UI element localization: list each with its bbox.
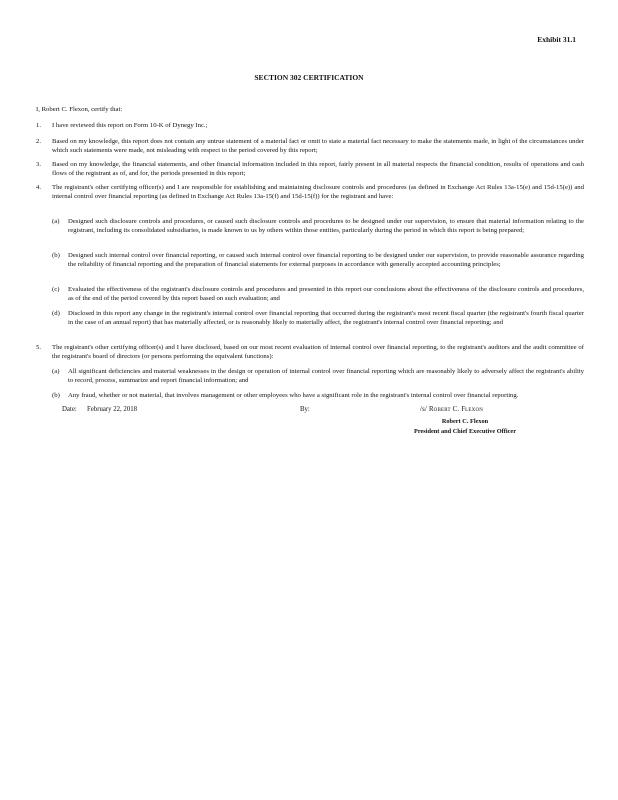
item-text: Based on my knowledge, this report does not contain any untrue statement of a material fact or omit to state a material fact necessary to make the statements made, in light of the circumstances under which such statements were made, not misleading with respect to the period covered by this report; bbox=[52, 138, 584, 154]
sub-item-label: (a) bbox=[52, 218, 60, 225]
sub-item-text: Designed such internal control over financial reporting, or caused such internal control over financial reporting to be designed under our supervision, to provide reasonable assurance regarding the reliability of financial reporting and the preparation of financial statements for external purposes in accordance with generally accepted accounting principles; bbox=[68, 252, 584, 268]
date-value: February 22, 2018 bbox=[87, 406, 138, 413]
sub-item-label: (d) bbox=[52, 310, 60, 317]
date-label: Date: bbox=[62, 406, 77, 413]
sub-item-text: Designed such disclosure controls and procedures, or caused such disclosure controls and procedures to be designed under our supervision, to ensure that material information relating to the registrant, including its consolidated subsidiaries, is made known to us by others within those entities, particularly during the period in which this report is being prepared; bbox=[68, 218, 584, 234]
item-4-sub-c bbox=[52, 286, 584, 303]
sub-item-label: (b) bbox=[52, 252, 60, 259]
by-label: By: bbox=[300, 406, 310, 413]
signature-prefix: /s/ bbox=[420, 406, 428, 413]
item-number: 4. bbox=[36, 184, 42, 191]
sub-item-label: (c) bbox=[52, 286, 60, 293]
item-text: The registrant's other certifying officer(s) and I have disclosed, based on our most recent evaluation of internal control over financial reporting, to the registrant's auditors and the audit committee of the registrant's board of directors (or persons performing the equivalent functions): bbox=[52, 344, 584, 360]
item-number: 3. bbox=[36, 161, 42, 168]
sub-item-text: Any fraud, whether or not material, that involves management or other employees who have a significant role in the registrant's internal control over financial reporting. bbox=[68, 392, 519, 399]
intro-paragraph: I, Robert C. Flexon, certify that: bbox=[36, 106, 123, 113]
item-5-sub-b bbox=[52, 392, 584, 401]
exhibit-label: Exhibit 31.1 bbox=[537, 35, 576, 44]
signer-printed-name: Robert C. Flexon bbox=[441, 418, 489, 425]
item-number: 1. bbox=[36, 122, 42, 129]
numbered-item-2 bbox=[36, 138, 584, 155]
sub-item-text: Disclosed in this report any change in the registrant's internal control over financial reporting that occurred during the registrant's most recent fiscal quarter (the registrant's fourth fiscal quarter in the case of an annual report) that has materially affected, or is reasonably likely to materially affect, the registrant's internal control over financial reporting; and bbox=[68, 310, 584, 326]
item-text: Based on my knowledge, the financial statements, and other financial information included in this report, fairly present in all material respects the financial condition, results of operations and cash flows of the registrant as of, and for, the periods presented in this report; bbox=[52, 161, 584, 177]
electronic-signature bbox=[420, 406, 483, 413]
item-number: 2. bbox=[36, 138, 42, 145]
signature-name: Robert C. Flexon bbox=[428, 406, 484, 413]
signer-title: President and Chief Executive Officer bbox=[413, 428, 516, 435]
numbered-item-5 bbox=[36, 344, 584, 361]
item-text: The registrant's other certifying officer(s) and I are responsible for establishing and maintaining disclosure controls and procedures (as defined in Exchange Act Rules 13a-15(e) and 15d-15(e)) and internal control over financial reporting (as defined in Exchange Act Rules 13a-15(f) and 15d-15(f)) for the registrant and have: bbox=[52, 184, 584, 200]
sub-item-text: All significant deficiencies and material weaknesses in the design or operation of internal control over financial reporting which are reasonably likely to adversely affect the registrant's ability to record, process, summarize and report financial information; and bbox=[68, 368, 584, 384]
item-number: 5. bbox=[36, 344, 42, 351]
page-title: SECTION 302 CERTIFICATION bbox=[254, 73, 364, 82]
item-5-sub-a bbox=[52, 368, 584, 385]
item-text: I have reviewed this report on Form 10-K of Dynegy Inc.; bbox=[52, 122, 208, 129]
numbered-item-3 bbox=[36, 161, 584, 178]
sub-item-text: Evaluated the effectiveness of the registrant's disclosure controls and procedures and presented in this report our conclusions about the effectiveness of the disclosure controls and procedures, as of the end of the period covered by this report based on such evaluation; and bbox=[68, 286, 584, 302]
sub-item-label: (b) bbox=[52, 392, 60, 399]
numbered-item-4 bbox=[36, 184, 584, 201]
item-4-sub-d bbox=[52, 310, 584, 327]
item-4-sub-a bbox=[52, 218, 584, 235]
item-4-sub-b bbox=[52, 252, 584, 269]
sub-item-label: (a) bbox=[52, 368, 60, 375]
numbered-item-1 bbox=[36, 122, 584, 131]
